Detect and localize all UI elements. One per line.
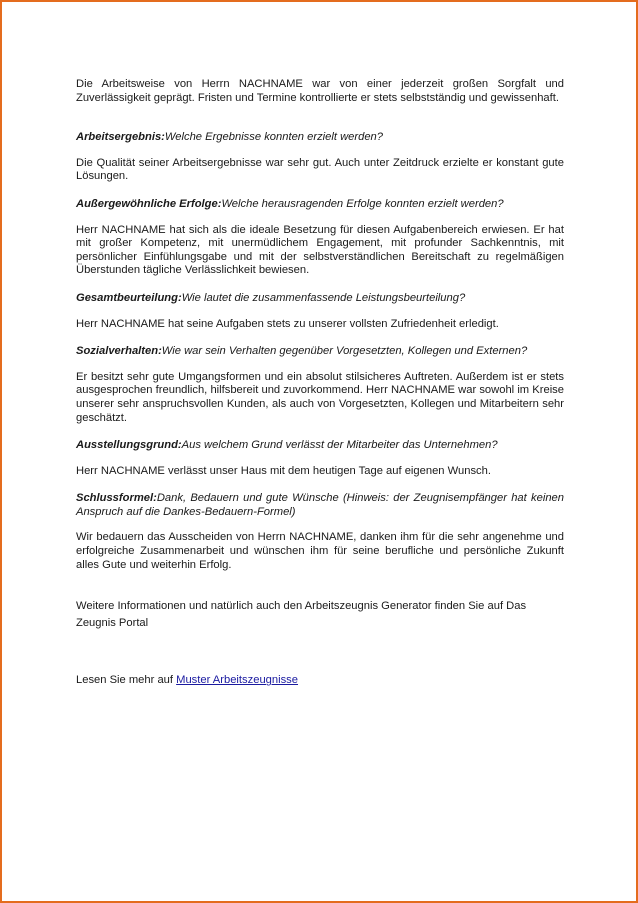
- read-more-prefix: Lesen Sie mehr auf: [76, 674, 177, 687]
- section-heading-ausstellungsgrund: [76, 439, 564, 453]
- section-label: Sozialverhalten:: [76, 345, 162, 358]
- section-question: Wie lautet die zusammenfassende Leistungsbeurteilung?: [181, 291, 466, 304]
- muster-arbeitszeugnisse-link[interactable]: Muster Arbeitszeugnisse: [176, 674, 299, 687]
- section-label: Arbeitsergebnis:: [76, 131, 165, 144]
- section-heading-erfolge: [76, 198, 564, 212]
- intro-paragraph: Die Arbeitsweise von Herrn NACHNAME war von einer jederzeit großen Sorgfalt und Zuverlässigkeit geprägt. Fristen und Termine kontrollierte er stets selbstständig und gewissenhaft.: [76, 78, 564, 104]
- section-text-arbeitsergebnis: Die Qualität seiner Arbeitsergebnisse war sehr gut. Auch unter Zeitdruck erzielte er konstant gute Lösungen.: [76, 156, 564, 183]
- section-text-gesamtbeurteilung: Herr NACHNAME hat seine Aufgaben stets zu unserer vollsten Zufriedenheit erledigt.: [76, 317, 499, 330]
- section-label: Ausstellungsgrund:: [76, 439, 182, 452]
- section-question: Welche herausragenden Erfolge konnten erzielt werden?: [221, 197, 504, 210]
- section-text-schlussformel: Wir bedauern das Ausscheiden von Herrn NACHNAME, danken ihm für die sehr angenehme und erfolgreiche Zusammenarbeit und wünschen ihm für seine berufliche und persönliche Zukunft alles Gute und weiterhin Erfolg.: [76, 531, 564, 571]
- section-question: Welche Ergebnisse konnten erzielt werden?: [164, 131, 383, 144]
- section-heading-arbeitsergebnis: [76, 131, 564, 145]
- read-more-line: [76, 672, 564, 689]
- section-text-sozialverhalten: Er besitzt sehr gute Umgangsformen und ein absolut stilsicheres Auftreten. Außerdem ist er stets ausgesprochen freundlich, hilfsbereit und zuvorkommend. Herr NACHNAME war sowohl im Kreise unserer sehr anspruchsvollen Kunden, als auch von Vorgesetzten, Kollegen und Mitarbeitern sehr geschätzt.: [76, 370, 564, 424]
- section-text-erfolge: Herr NACHNAME hat sich als die ideale Besetzung für diesen Aufgabenbereich erwiesen. Er hat mit großer Kompetenz, mit unermüdlichem Engagement, mit profunder Sachkenntnis, mit persönlicher Einfühlungsgabe und mit der selbstverständlichen Bereitschaft zu regelmäßigen Überstunden tägliche Verlässlichkeit bewiesen.: [76, 223, 564, 277]
- section-heading-schlussformel: [76, 492, 564, 519]
- document-body: [76, 78, 564, 689]
- section-text-ausstellungsgrund: Herr NACHNAME verlässt unser Haus mit dem heutigen Tage auf eigenen Wunsch.: [76, 464, 491, 477]
- section-label: Außergewöhnliche Erfolge:: [76, 197, 222, 210]
- section-label: Schlussformel:: [76, 492, 157, 505]
- section-heading-sozialverhalten: [76, 345, 564, 359]
- section-question: Wie war sein Verhalten gegenüber Vorgesetzten, Kollegen und Externen?: [161, 345, 528, 358]
- footer-info-text: Weitere Informationen und natürlich auch den Arbeitszeugnis Generator finden Sie auf Das Zeugnis Portal: [76, 600, 527, 630]
- section-question: Aus welchem Grund verlässt der Mitarbeiter das Unternehmen?: [181, 439, 498, 452]
- section-heading-gesamtbeurteilung: [76, 292, 564, 306]
- section-question: Dank, Bedauern und gute Wünsche (Hinweis: der Zeugnisempfänger hat keinen Anspruch auf die Dankes-Bedauern-Formel): [76, 492, 564, 518]
- section-label: Gesamtbeurteilung:: [76, 291, 182, 304]
